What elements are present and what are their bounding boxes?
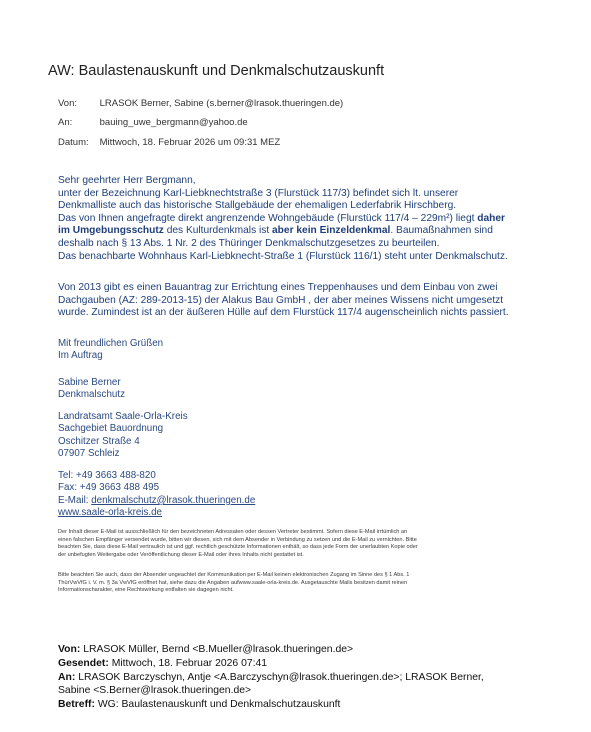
fwd-to-row-cont: Sabine <S.Berner@lrasok.thueringen.de> xyxy=(58,685,252,697)
body-text: . Baumaßnahmen sind xyxy=(390,225,493,237)
fwd-sent-label: Gesendet: xyxy=(58,657,109,669)
signer-department: Denkmalschutz xyxy=(58,389,125,401)
disclaimer-line: beachten Sie, dass diese E-Mail vertraulich ist und ggf. rechtlich geschützte Informationen enthält, so dass jede Form der unerlaubten Kopie oder xyxy=(58,544,418,551)
fwd-sent-row xyxy=(58,657,484,671)
header-to-row xyxy=(58,117,248,128)
email-row xyxy=(58,495,255,507)
signature-greeting-block xyxy=(58,338,163,363)
body-line: Denkmalliste auch das historische Stallgebäude der ehemaligen Lederfabrik Hirschberg. xyxy=(58,200,457,212)
on-behalf: Im Auftrag xyxy=(58,350,103,362)
website-link[interactable]: www.saale-orla-kreis.de xyxy=(58,507,162,519)
disclaimer-line: Informationscharakter, eine Rechtswirkung entfalten sie dagegen nicht. xyxy=(58,587,234,594)
signature-contact-block xyxy=(58,470,255,520)
email-subject: AW: Baulastenauskunft und Denkmalschutzauskunft xyxy=(48,63,385,79)
email-label: E-Mail: xyxy=(58,494,92,506)
header-from-label: Von: xyxy=(58,98,78,109)
office-street: Oschitzer Straße 4 xyxy=(58,435,140,447)
header-to-value: bauing_uwe_bergmann@yahoo.de xyxy=(99,117,248,128)
disclaimer-paragraph-1 xyxy=(58,529,418,559)
header-date-label: Datum: xyxy=(58,137,89,148)
body-paragraph-1 xyxy=(58,175,508,263)
disclaimer-line: der unbefugten Weitergabe oder Veröffentlichung dieser E-Mail oder ihres Inhalts nicht gestattet ist. xyxy=(58,551,304,558)
body-line xyxy=(58,213,508,226)
office-name: Landratsamt Saale-Orla-Kreis xyxy=(58,411,188,422)
office-unit: Sachgebiet Bauordnung xyxy=(58,423,164,435)
fwd-from-label: Von: xyxy=(58,644,81,655)
body-line: Dachgauben (AZ: 289-2013-15) der Alakus Bau GmbH , der aber meines Wissens nicht umgesetzt xyxy=(58,294,504,306)
fwd-from-value: LRASOK Müller, Bernd <B.Mueller@lrasok.thueringen.de> xyxy=(80,644,354,655)
signature-name-block xyxy=(58,377,125,402)
header-date-row xyxy=(58,137,280,148)
office-city: 07907 Schleiz xyxy=(58,448,120,460)
signature-address-block xyxy=(58,411,188,461)
fax: Fax: +49 3663 488 495 xyxy=(58,482,160,494)
signer-name: Sabine Berner xyxy=(58,377,121,388)
disclaimer-line: Der Inhalt dieser E-Mail ist ausschließlich für den bezeichneten Adressaten oder dessen Vertreter bestimmt. Sofern diese E-Mail irrtümlich an xyxy=(58,529,408,535)
header-to-label: An: xyxy=(58,117,73,128)
header-date-value: Mittwoch, 18. Februar 2026 um 09:31 MEZ xyxy=(99,137,281,148)
body-text: Das von Ihnen angefragte direkt angrenzende Wohngebäude (Flurstück 117/4 – 229m²) liegt xyxy=(58,212,478,224)
disclaimer-line: einen falschen Empfänger versendet wurde, bitten wir diesen, sich mit dem Absender in Verbindung zu setzen und die E-Mail zu vernichten. Bitte xyxy=(58,536,417,543)
fwd-subject-label: Betreff: xyxy=(58,699,95,711)
body-line: wurde. Zumindest ist an der äußeren Hülle auf dem Flurstück 117/4 augenscheinlich nichts passiert. xyxy=(58,307,509,319)
body-line: Das benachbarte Wohnhaus Karl-Liebknecht-Straße 1 (Flurstück 116/1) steht unter Denkmalschutz. xyxy=(58,250,508,262)
fwd-to-label: An: xyxy=(58,671,76,683)
body-bold-text: im Umgebungsschutz xyxy=(58,225,164,237)
fwd-from-row xyxy=(58,643,484,657)
email-link[interactable]: denkmalschutz@lrasok.thueringen.de xyxy=(91,494,256,506)
fwd-subject-row xyxy=(58,698,484,712)
body-line: Von 2013 gibt es einen Bauantrag zur Errichtung eines Treppenhauses und dem Einbau von zwei xyxy=(58,282,498,293)
body-paragraph-2 xyxy=(58,282,509,320)
fwd-to-row xyxy=(58,671,484,685)
header-from-value: LRASOK Berner, Sabine (s.berner@lrasok.thueringen.de) xyxy=(99,98,344,109)
body-bold-text: daher xyxy=(477,212,506,224)
disclaimer-paragraph-2 xyxy=(58,572,409,595)
header-from-row xyxy=(58,98,343,109)
greeting: Mit freundlichen Grüßen xyxy=(58,338,164,349)
body-line xyxy=(58,225,508,238)
disclaimer-line: Bitte beachten Sie auch, dass der Absender ungeachtet der Kommunikation per E-Mail keinen elektronischen Zugang im Sinne des § 1 Abs. 1 xyxy=(58,572,410,578)
forwarded-header xyxy=(58,643,484,712)
body-bold-text: aber kein Einzeldenkmal xyxy=(272,225,391,237)
body-line: deshalb nach § 13 Abs. 1 Nr. 2 des Thüringer Denkmalschutzgesetzes zu beurteilen. xyxy=(58,237,440,249)
disclaimer-line: ThürVwVfG i. V. m. § 3a VwVfG eröffnet hat, siehe dazu die Angaben aufwww.saale-orla-kreis.de. Ausgetauschte Mails besitzen damit reinen xyxy=(58,579,408,586)
body-line: unter der Bezeichnung Karl-Liebknechtstraße 3 (Flurstück 117/3) befindet sich lt. unserer xyxy=(58,187,459,199)
fwd-to-value: LRASOK Barczyschyn, Antje <A.Barczyschyn@lrasok.thueringen.de>; LRASOK Berner, xyxy=(75,671,484,683)
phone: Tel: +49 3663 488-820 xyxy=(58,470,156,481)
fwd-subject-value: WG: Baulastenauskunft und Denkmalschutzauskunft xyxy=(94,699,341,711)
body-text: des Kulturdenkmals ist xyxy=(163,225,273,237)
fwd-sent-value: Mittwoch, 18. Februar 2026 07:41 xyxy=(108,657,268,669)
salutation: Sehr geehrter Herr Bergmann, xyxy=(58,175,196,186)
